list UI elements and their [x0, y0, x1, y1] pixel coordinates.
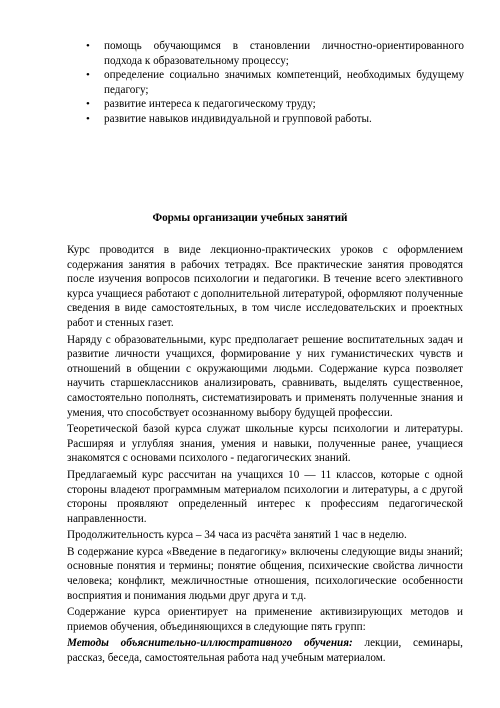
bullet-item	[86, 68, 464, 97]
paragraph: В содержание курса «Введение в педагогику» включены следующие виды знаний; основные понятия и термины; понятие общения, психические свойства личности человека; конфликт, межличностные отношения, психологические особенности восприятия и понимания людьми друг друга и т.д.	[67, 545, 463, 602]
body-text	[67, 243, 463, 666]
bullet-text: определение социально значимых компетенций, необходимых будущему педагогу;	[104, 69, 464, 96]
bullet-text: помощь обучающимся в становлении личностно-ориентированного подхода к образовательному процессу;	[104, 40, 464, 67]
bullet-dot-icon: •	[86, 40, 90, 52]
paragraph: Наряду с образовательными, курс предполагает решение воспитательных задач и развитие личности учащихся, формирование у них гуманистических чувств и отношений в общении с окружающими людьми. Содержание курса позволяет научить старшеклассников анализировать, сравнивать, выделять существенное, самостоятельно пополнять, систематизировать и применять полученные знания и умения, что способствует осознанному выбору будущей профессии.	[67, 333, 463, 419]
paragraph: Продолжительность курса – 34 часа из расчёта занятий 1 час в неделю.	[67, 529, 407, 542]
bullet-dot-icon: •	[86, 98, 90, 111]
paragraph: Содержание курса ориентирует на применение активизирующих методов и приемов обучения, объединяющихся в следующие пять групп:	[67, 606, 463, 633]
bullet-item	[86, 39, 464, 68]
methods-paragraph	[67, 636, 463, 665]
bullet-text: развитие интереса к педагогическому труду;	[104, 98, 316, 111]
bullet-item	[86, 112, 464, 127]
paragraph: Предлагаемый курс рассчитан на учащихся 10 — 11 классов, которые с одной стороны владеют программным материалом психологии и литературы, а с другой стороны проявляют определенный интерес к профессиям педагогической направленности.	[67, 468, 463, 525]
goals-bullet-list	[86, 39, 464, 127]
bullet-text: развитие навыков индивидуальной и групповой работы.	[104, 112, 372, 125]
paragraph: Теоретической базой курса служат школьные курсы психологии и литературы. Расширяя и углубляя знания, умения и навыки, полученные ранее, учащиеся знакомятся с основами психолого - педагогических знаний.	[67, 423, 463, 465]
bullet-dot-icon: •	[86, 112, 90, 125]
bullet-dot-icon: •	[86, 69, 90, 82]
paragraph: Курс проводится в виде лекционно-практических уроков с оформлением содержания занятия в рабочих тетрадях. Все практические занятия проводятся после изучения вопросов психологии и педагогики. В течение всего элективного курса учащиеся работают с дополнительной литературой, оформляют полученные сведения в виде самостоятельных, в том числе исследовательских и проектных работ и стенных газет.	[67, 244, 463, 329]
methods-text: лекции, семинары, рассказ, беседа, самостоятельная работа над учебным материалом.	[67, 637, 463, 665]
methods-title: Методы объяснительно-иллюстративного обучения:	[67, 637, 353, 650]
section-title: Формы организации учебных занятий	[152, 212, 348, 224]
bullet-item	[86, 97, 464, 112]
